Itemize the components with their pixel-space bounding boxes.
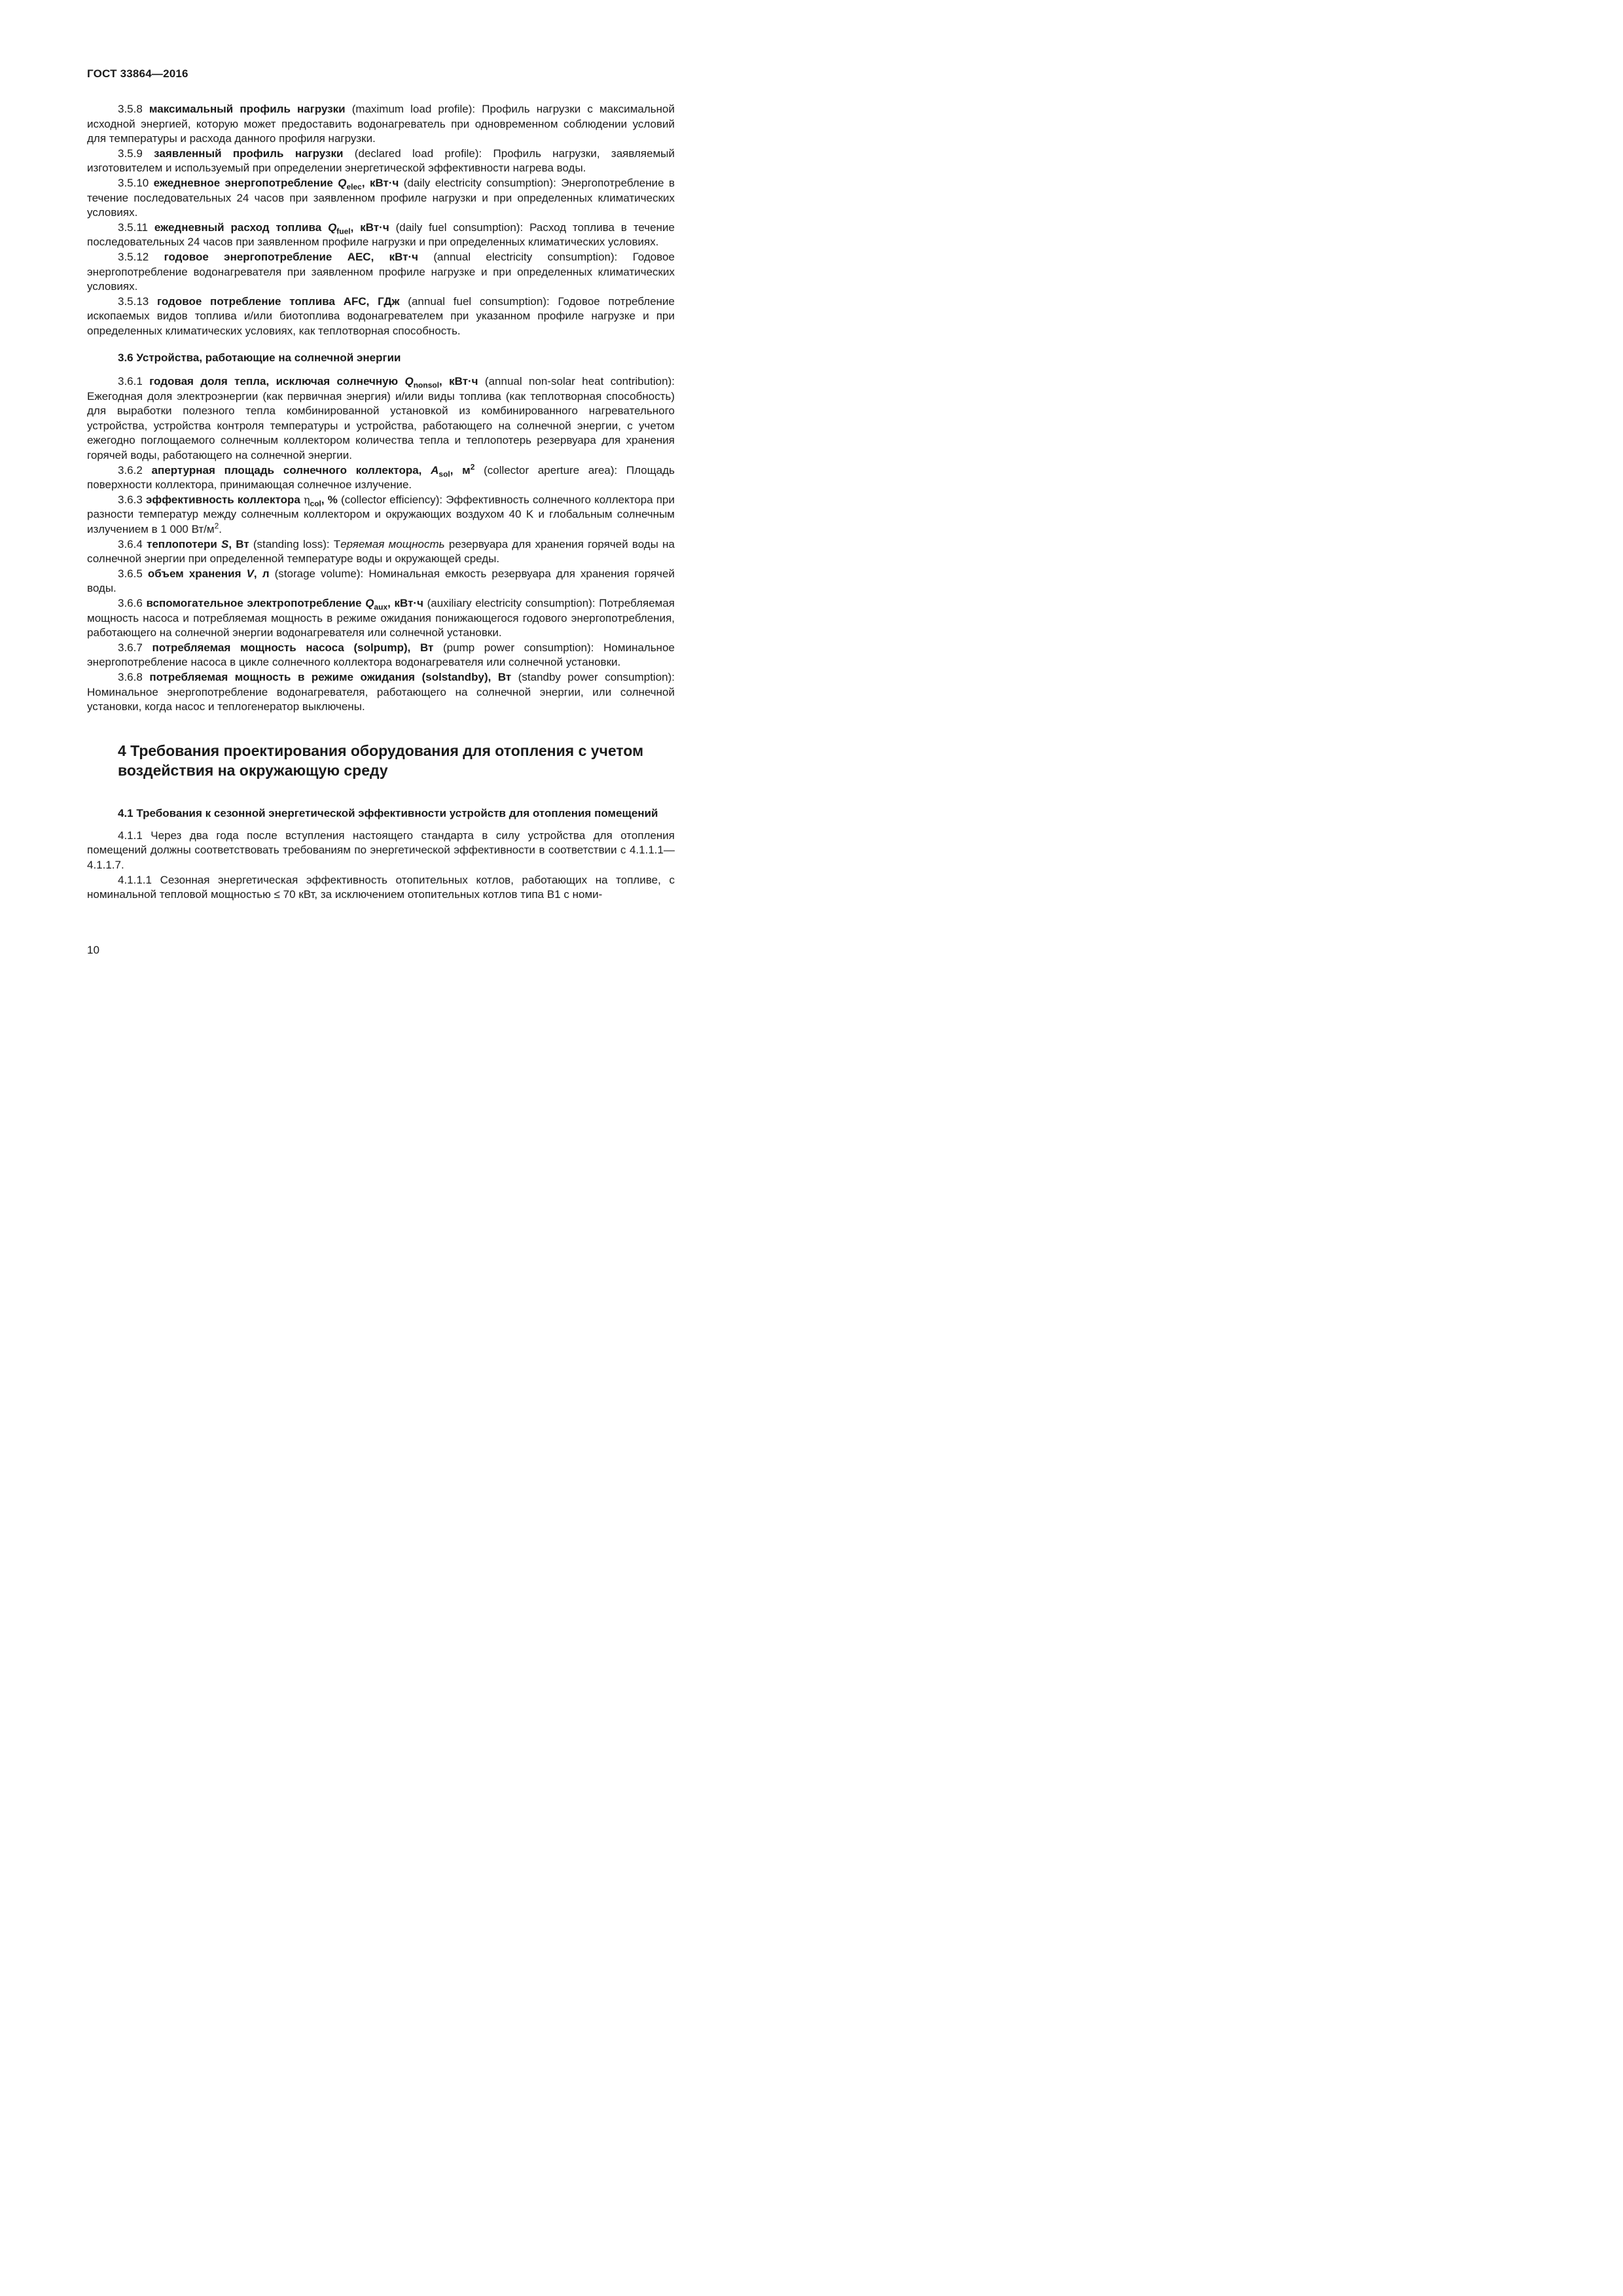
paragraph-3-6-7: 3.6.7 потребляемая мощность насоса (solpump), Вт (pump power consumption): Номинальное энергопотребление насоса в цикле солнечного коллектора водонагревателя или солнечной установки. [87, 641, 675, 669]
chapter-heading-4: 4 Требования проектирования оборудования для отопления с учетом воздействия на окружающую среду [118, 742, 644, 779]
paragraph-3-5-12: 3.5.12 годовое энергопотребление AEC, кВт·ч (annual electricity consumption): Годовое энергопотребление водонагревателя при заявленном профиле нагрузке и при определенных климатических условиях. [87, 250, 675, 293]
paragraph-3-5-9: 3.5.9 заявленный профиль нагрузки (declared load profile): Профиль нагрузки, заявляемый изготовителем и используемый при определении энергетической эффективности нагрева воды. [87, 147, 675, 175]
paragraph-3-5-13: 3.5.13 годовое потребление топлива AFC, ГДж (annual fuel consumption): Годовое потребление ископаемых видов топлива и/или биотоплива водонагревателем при указанном профиле нагрузке и при определенных климатических условиях, как теплотворная способность. [87, 295, 675, 337]
paragraph-3-5-11: 3.5.11 ежедневный расход топлива $Q_{fuel}$, кВт·ч (daily fuel consumption): Расход топлива в течение последовательных 24 часов при заявленном профиле нагрузки и при определенных климатических условиях. [87, 221, 675, 249]
paragraph-3-5-10: 3.5.10 ежедневное энергопотребление $Q_{elec}$, кВт·ч (daily electricity consumption): Энергопотребление в течение последовательных 24 часов при заявленном профиле нагрузки и при определенных климатических условиях. [87, 176, 675, 219]
document-page [0, 0, 722, 1021]
paragraph-3-5-8: 3.5.8 максимальный профиль нагрузки (maximum load profile): Профиль нагрузки с максимальной исходной энергией, которую может предоставить водонагреватель при одновременном соблюдении условий для температуры и расхода данного профиля нагрузки. [87, 103, 675, 145]
paragraph-3-6-5: 3.6.5 объем хранения V, л (storage volume): Номинальная емкость резервуара для хранения горячей воды. [87, 567, 675, 595]
page-number: 10 [87, 944, 99, 956]
paragraph-3-6-1: 3.6.1 годовая доля тепла, исключая солнечную $Q_{nonsol}$, кВт·ч (annual non-solar heat contribution): Ежегодная доля электроэнергии (как первичная энергия) и/или виды топлива (как теплотворная способность) для выработки полезного тепла комбинированной установкой из комбинированного нагревательного устройства, устройства контроля температуры и устройства, работающего на солнечной энергии, с учетом ежегодно поглощаемого солнечным коллектором количества тепла и теплопотерь резервуара для хранения горячей воды, работающего на солнечной энергии. [87, 375, 675, 462]
section-heading-4-1: 4.1 Требования к сезонной энергетической эффективности устройств для отопления помещений [118, 806, 658, 819]
paragraph-3-6-4: 3.6.4 теплопотери S, Вт (standing loss): Теряемая мощность резервуара для хранения горячей воды на солнечной энергии при определенной температуре воды и окружающей среды. [87, 537, 675, 565]
paragraph-3-6-6: 3.6.6 вспомогательное электропотребление $Q_{aux}$, кВт·ч (auxiliary electricity consumption): Потребляемая мощность насоса и потребляемая мощность в режиме ожидания понижающегося годового энергопотребления, работающего на солнечной энергии водонагревателя или солнечной установки. [87, 597, 675, 639]
section-heading-3-6: 3.6 Устройства, работающие на солнечной энергии [118, 351, 401, 364]
paragraph-3-6-8: 3.6.8 потребляемая мощность в режиме ожидания (solstandby), Вт (standby power consumption): Номинальное энергопотребление водонагревателя, работающего на солнечной энергии, или солнечной установки, когда насос и теплогенератор выключены. [87, 670, 675, 713]
paragraph-4-1-1: 4.1.1 Через два года после вступления настоящего стандарта в силу устройства для отопления помещений должны соответствовать требованиям по энергетической эффективности в соответствии с 4.1.1.1—4.1.1.7. [87, 829, 675, 871]
page-body [87, 102, 675, 903]
paragraph-3-6-2: 3.6.2 апертурная площадь солнечного коллектора, $A_{sol}$, $м^2$ (collector aperture area): Площадь поверхности коллектора, принимающая солнечное излучение. [87, 462, 675, 492]
running-header: ГОСТ 33864—2016 [87, 67, 188, 80]
paragraph-4-1-1-1: 4.1.1.1 Сезонная энергетическая эффективность отопительных котлов, работающих на топливе, с номинальной тепловой мощностью ≤ 70 кВт, за исключением отопительных котлов типа В1 с номи- [87, 873, 675, 901]
paragraph-3-6-3: 3.6.3 эффективность коллектора $\eta_{col}$, % (collector efficiency): Эффективность солнечного коллектора при разности температур между солнечным коллектором и окружающих воздухом 40 K и глобальным солнечным излучением в 1 000 $Вт/м^2$. [87, 493, 675, 536]
